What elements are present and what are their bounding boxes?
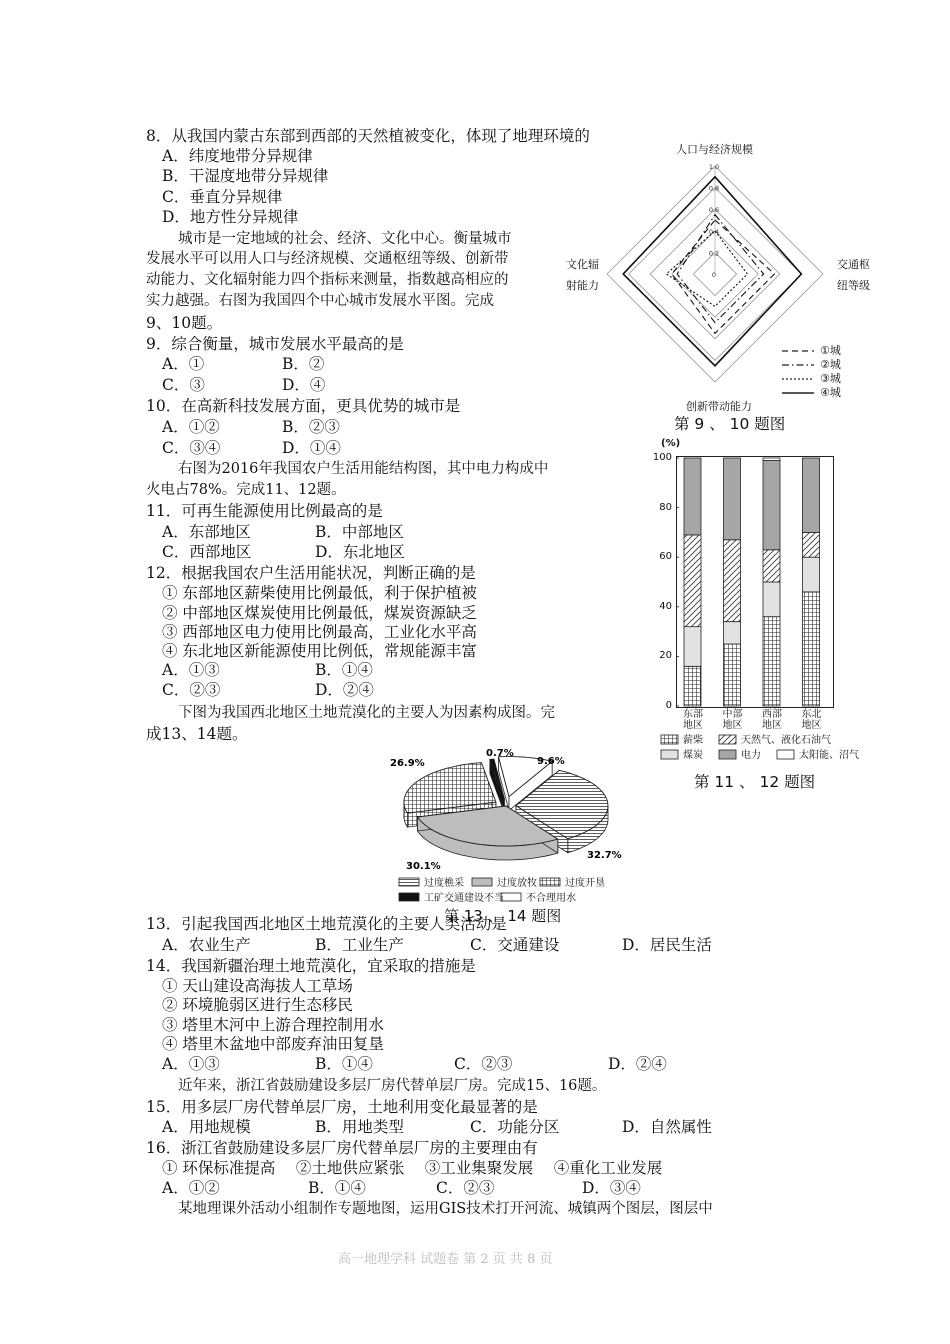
q12-statement-2: ② 中部地区煤炭使用比例最低，煤炭资源缺乏 — [162, 604, 477, 622]
radar-tick-label: 0.4 — [708, 227, 720, 236]
radar-tick-label: 0.8 — [708, 184, 720, 193]
q10-option-b: B．②③ — [282, 418, 340, 436]
bar-legend-gas: 天然气、液化石油气 — [741, 735, 831, 746]
bar-category-label: 东部地区 — [683, 709, 703, 731]
passage-9-10-line2: 发展水平可以用人口与经济规模、交通枢纽等级、创新带 — [146, 251, 509, 267]
q15-option-a: A．用地规模 — [162, 1118, 251, 1136]
q11-stem: 11．可再生能源使用比例最高的是 — [146, 502, 383, 520]
q10-option-d: D．①④ — [282, 439, 341, 457]
q10-stem: 10．在高新科技发展方面，更具优势的城市是 — [146, 397, 461, 415]
q14-statement-2: ② 环境脆弱区进行生态移民 — [162, 996, 353, 1014]
bar-segment-3-3 — [803, 458, 820, 532]
q14-statement-3: ③ 塔里木河中上游合理控制用水 — [162, 1016, 384, 1034]
q15-option-d: D．自然属性 — [622, 1118, 712, 1136]
passage-gis: 某地理课外活动小组制作专题地图，运用GIS技术打开河流、城镇两个图层，图层中 — [178, 1201, 713, 1217]
q12-stem: 12．根据我国农户生活用能状况，判断正确的是 — [146, 564, 476, 582]
pie-legend-overgraze: 过度放牧 — [497, 878, 537, 889]
legend-swatch-electricity — [719, 750, 736, 759]
pie-label-overgraze-pct: 30.1% — [406, 861, 441, 872]
q16-option-c: C．②③ — [436, 1179, 495, 1197]
legend-swatch-water — [501, 893, 521, 901]
bar-segment-0-1 — [684, 627, 701, 667]
legend-swatch-overreclaim — [540, 878, 560, 886]
bar-y-tick-label: 0 — [665, 700, 672, 711]
legend-swatch-mining — [399, 893, 419, 901]
q14-option-d: D．②④ — [608, 1055, 667, 1073]
q12-option-c: C．②③ — [162, 681, 221, 699]
bar-legend-electricity: 电力 — [741, 750, 761, 761]
bar-y-tick-label: 80 — [659, 501, 672, 513]
q9-stem: 9．综合衡量，城市发展水平最高的是 — [146, 335, 404, 353]
q8-option-a: A．纬度地带分异规律 — [162, 147, 313, 165]
bar-caption: 第 11 、 12 题图 — [694, 773, 816, 791]
bar-segment-0-2 — [684, 535, 701, 627]
radar-axis-label-right-1: 交通枢 — [837, 258, 870, 271]
bar-segment-3-2 — [803, 532, 820, 557]
q16-option-b: B．①④ — [308, 1179, 366, 1197]
q14-option-c: C．②③ — [454, 1055, 513, 1073]
bar-segment-3-1 — [803, 557, 820, 592]
legend-swatch-overgraze — [472, 878, 492, 886]
bar-segment-0-3 — [684, 458, 701, 535]
q12-option-a: A．①③ — [162, 661, 220, 679]
radar-tick-label: 1.0 — [708, 163, 720, 171]
q9-option-c: C．③ — [162, 376, 205, 394]
q13-option-b: B．工业生产 — [315, 936, 404, 954]
pie-label-mining-pct: 0.7% — [486, 748, 514, 759]
q14-option-b: B．①④ — [315, 1055, 373, 1073]
radar-legend-city-4: ④城 — [820, 386, 841, 399]
passage-9-10-line3: 动能力、文化辐射能力四个指标来测量，指数越高相应的 — [146, 272, 509, 288]
passage-9-10-line5: 9、10题。 — [146, 314, 223, 332]
radar-axis-label-bottom: 创新带动能力 — [686, 400, 752, 413]
radar-tick-label: 0 — [711, 271, 717, 279]
q16-stem: 16．浙江省鼓励建设多层厂房代替单层厂房的主要理由有 — [146, 1139, 538, 1157]
pie-legend-mining: 工矿交通建设不当 — [424, 893, 504, 904]
q8-option-d: D．地方性分异规律 — [162, 208, 299, 226]
bar-y-tick-label: 60 — [659, 551, 672, 563]
bar-segment-2-0 — [763, 617, 780, 706]
bar-category-label: 中部地区 — [722, 709, 743, 731]
pie-label-woodcut-pct: 32.7% — [587, 850, 622, 861]
q12-option-d: D．②④ — [315, 681, 374, 699]
q9-option-b: B．② — [282, 355, 325, 373]
radar-caption: 第 9 、 10 题图 — [674, 415, 786, 433]
q13-option-a: A．农业生产 — [162, 936, 251, 954]
passage-9-10-line1: 城市是一定地域的社会、经济、文化中心。衡量城市 — [178, 231, 512, 247]
q10-option-a: A．①② — [162, 418, 220, 436]
q8-option-c: C．垂直分异规律 — [162, 188, 283, 206]
q8-stem: 8．从我国内蒙古东部到西部的天然植被变化，体现了地理环境的 — [146, 127, 590, 145]
q15-option-b: B．用地类型 — [315, 1118, 404, 1136]
page-footer: 高一地理学科 试题卷 第 2 页 共 8 页 — [338, 1252, 553, 1267]
bar-segment-2-3 — [763, 461, 780, 550]
q12-option-b: B．①④ — [315, 661, 373, 679]
radar-legend-swatches — [780, 344, 820, 400]
q14-stem: 14．我国新疆治理土地荒漠化，宜采取的措施是 — [146, 957, 476, 975]
radar-legend-city-1: ①城 — [820, 344, 841, 357]
bar-segment-2-4 — [763, 458, 780, 461]
passage-9-10-line4: 实力越强。右图为我国四个中心城市发展水平图。完成 — [146, 293, 494, 309]
pie-legend-water: 不合理用水 — [526, 893, 576, 904]
radar-series-city-2 — [677, 215, 763, 323]
q16-option-d: D．③④ — [582, 1179, 641, 1197]
radar-axis-label-right-2: 纽等级 — [837, 279, 870, 292]
bar-unit-label: (%) — [661, 438, 681, 449]
passage-11-12-line1: 右图为2016年我国农户生活用能结构图，其中电力构成中 — [178, 461, 549, 477]
radar-series-city-3 — [666, 231, 747, 307]
bar-segment-2-1 — [763, 582, 780, 617]
legend-swatch-woodcut — [399, 878, 419, 886]
radar-axis-label-top: 人口与经济规模 — [676, 143, 753, 156]
q13-stem: 13．引起我国西北地区土地荒漠化的主要人类活动是 — [146, 915, 507, 933]
legend-swatch-coal — [661, 750, 678, 759]
q16-statements: ① 环保标准提高 ②土地供应紧张 ③工业集聚发展 ④重化工业发展 — [162, 1159, 663, 1177]
legend-swatch-gas — [719, 735, 736, 744]
q11-option-b: B．中部地区 — [315, 523, 404, 541]
pie-label-water-pct: 9.6% — [537, 756, 565, 767]
q14-statement-4: ④ 塔里木盆地中部废弃油田复垦 — [162, 1035, 384, 1053]
pie-legend-overreclaim: 过度开垦 — [565, 878, 605, 889]
q12-statement-3: ③ 西部地区电力使用比例最高，工业化水平高 — [162, 623, 477, 641]
pie-label-grazing-pct: 26.9% — [390, 758, 425, 769]
radar-tick-label: 0.6 — [708, 206, 720, 215]
pie-label-text — [386, 750, 622, 870]
bar-segment-3-0 — [803, 592, 820, 706]
bar-category-label: 东北地区 — [801, 709, 822, 731]
bar-segment-1-3 — [724, 458, 741, 540]
radar-legend-city-3: ③城 — [820, 372, 841, 385]
bar-segment-1-2 — [724, 540, 741, 622]
legend-swatch-solar — [777, 750, 794, 759]
q11-option-a: A．东部地区 — [162, 523, 251, 541]
radar-axis-label-left-2: 射能力 — [566, 279, 599, 292]
passage-11-12-line2: 火电占78%。完成11、12题。 — [146, 482, 346, 498]
q12-statement-1: ① 东部地区薪柴使用比例最低，利于保护植被 — [162, 584, 477, 602]
radar-legend-city-2: ②城 — [820, 358, 841, 371]
q14-statement-1: ① 天山建设高海拔人工草场 — [162, 977, 353, 995]
q14-option-a: A．①③ — [162, 1055, 220, 1073]
q16-option-a: A．①② — [162, 1179, 220, 1197]
radar-tick-label: 0.2 — [708, 249, 720, 258]
bar-chart — [676, 456, 834, 708]
q13-option-d: D．居民生活 — [622, 936, 712, 954]
q9-option-d: D．④ — [282, 376, 326, 394]
legend-swatch-firewood — [661, 735, 678, 744]
q9-option-a: A．① — [162, 355, 205, 373]
q15-stem: 15．用多层厂房代替单层厂房，土地利用变化最显著的是 — [146, 1098, 538, 1116]
q10-option-c: C．③④ — [162, 439, 221, 457]
q12-statement-4: ④ 东北地区新能源使用比例低，常规能源丰富 — [162, 642, 477, 660]
bar-legend-solar: 太阳能、沼气 — [799, 750, 859, 761]
bar-segment-2-2 — [763, 550, 780, 582]
bar-segment-1-0 — [724, 644, 741, 706]
q11-option-c: C．西部地区 — [162, 543, 252, 561]
bar-y-tick-label: 100 — [652, 452, 672, 463]
radar-axis-label-left-1: 文化辐 — [566, 258, 599, 271]
bar-y-tick-label: 20 — [659, 650, 672, 662]
bar-segment-0-0 — [684, 666, 701, 706]
bar-segment-1-1 — [724, 622, 741, 644]
q8-option-b: B．干湿度地带分异规律 — [162, 167, 329, 185]
q13-option-c: C．交通建设 — [470, 936, 560, 954]
q15-option-c: C．功能分区 — [470, 1118, 560, 1136]
pie-legend-woodcut: 过度樵采 — [424, 878, 464, 889]
q11-option-d: D．东北地区 — [315, 543, 405, 561]
bar-legend-firewood: 薪柴 — [683, 735, 703, 746]
bar-category-label: 西部地区 — [762, 709, 782, 731]
passage-13-14-line1: 下图为我国西北地区土地荒漠化的主要人为因素构成图。完 — [178, 705, 555, 721]
passage-15-16: 近年来，浙江省鼓励建设多层厂房代替单层厂房。完成15、16题。 — [178, 1078, 607, 1094]
bar-y-tick-label: 40 — [659, 600, 672, 612]
pie-caption: 第 13 、 14 题图 — [444, 907, 562, 925]
passage-13-14-line2: 成13、14题。 — [146, 725, 248, 743]
bar-legend-coal: 煤炭 — [683, 750, 703, 761]
